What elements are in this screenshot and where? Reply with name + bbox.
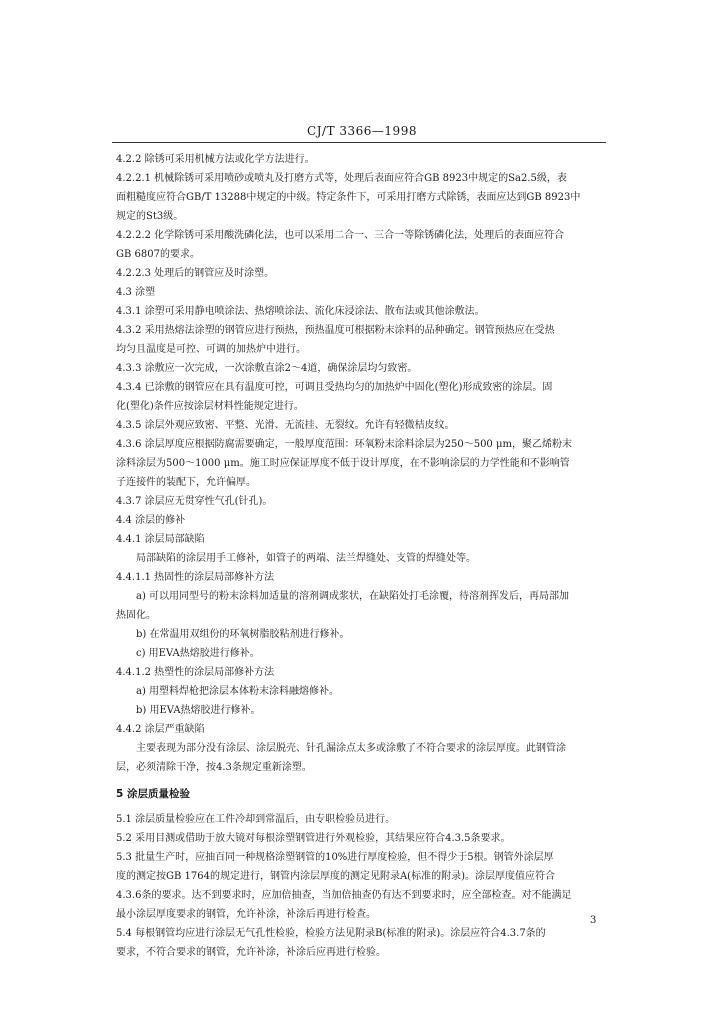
text-line: 4.4.2 涂层严重缺陷 [116, 724, 205, 735]
text-line: 5.2 采用目测或借助于放大镜对每根涂塑钢管进行外观检验，其结果应符合4.3.5条要求。 [116, 833, 511, 844]
text-line: 4.2.2 除锈可采用机械方法或化学方法进行。 [116, 154, 315, 165]
text-line: 4.3.5 涂层外观应致密、平整、光滑、无流挂、无裂纹。允许有轻微桔皮纹。 [116, 420, 455, 431]
text-line: 5.3 批量生产时，应抽百同一种规格涂塑钢管的10%进行厚度检验，但不得少于5根。钢管外涂层厚 [116, 852, 554, 863]
text-line: 4.3.3 涂敷应一次完成，一次涂敷直涂2～4道，确保涂层均匀致密。 [116, 363, 418, 374]
text-line: 5.1 涂层质量检验应在工件冷却到常温后，由专职检验员进行。 [116, 814, 396, 825]
standard-number-header: CJ/T 3366—1998 [307, 124, 417, 138]
text-line: 涂料涂层为500～1000 μm。施工时应保证厚度不低于设计厚度，在不影响涂层的力学性能和不影响管 [116, 458, 570, 469]
text-line: 局部缺陷的涂层用手工修补，如管子的两端、法兰焊缝处、支管的焊缝处等。 [136, 553, 476, 564]
text-line: 4.3.6条的要求。达不到要求时，应加倍抽查，当加倍抽查仍有达不到要求时，应全部检查。对不能满足 [116, 890, 572, 901]
text-line: 4.3.4 已涂敷的钢管应在具有温度可控，可调且受热均匀的加热炉中固化(塑化)形成致密的涂层。固 [116, 382, 553, 393]
text-line: 5.4 每根钢管均应进行涂层无气孔性检验，检验方法见附录B(标准的附录)。涂层应符合4.3.7条的 [116, 928, 546, 939]
text-line: 均匀且温度是可控、可调的加热炉中进行。 [116, 344, 306, 355]
text-line: 层，必须清除干净，按4.3条规定重新涂塑。 [116, 762, 312, 773]
text-line: 4.2.2.3 处理后的钢管应及时涂塑。 [116, 268, 275, 279]
section-heading: 5 涂层质量检验 [116, 788, 190, 800]
text-line: 4.4 涂层的修补 [116, 515, 186, 526]
text-line: 4.3.6 涂层厚度应根据防腐需要确定，一般厚度范围：环氧粉末涂料涂层为250～500 μm，聚乙烯粉末 [116, 439, 572, 450]
text-line: 4.3.1 涂塑可采用静电喷涂法、热熔喷涂法、流化床浸涂法、散布法或其他涂敷法。 [116, 306, 485, 317]
text-line: 4.2.2.1 机械除锈可采用喷砂或喷丸及打磨方式等，处理后表面应符合GB 8923中规定的Sa2.5级，表 [116, 173, 567, 184]
text-line: b) 在常温用双组份的环氧树脂胶粘剂进行修补。 [136, 629, 350, 640]
text-line: 度的测定按GB 1764的规定进行，钢管内涂层厚度的测定见附录A(标准的附录)。涂层厚度值应符合 [116, 871, 555, 882]
text-line: 化(塑化)条件应按涂层材料性能规定进行。 [116, 401, 304, 412]
text-line: 面粗糙度应符合GB/T 13288中规定的中级。特定条件下，可采用打磨方式除锈，表面应达到GB 8923中 [116, 192, 581, 203]
text-line: 4.4.1.1 热固性的涂层局部修补方法 [116, 572, 275, 583]
text-line: 4.3.7 涂层应无贯穿性气孔(针孔)。 [116, 496, 273, 507]
text-line: 4.3 涂塑 [116, 287, 156, 298]
text-line: 规定的St3级。 [116, 211, 184, 222]
text-line: 4.2.2.2 化学除锈可采用酸洗磷化法，也可以采用二合一、三合一等除锈磷化法，处理后的表面应符合 [116, 230, 565, 241]
text-line: 子连接件的装配下，允许偏厚。 [116, 477, 256, 488]
text-line: 热固化。 [116, 610, 156, 621]
page-number: 3 [590, 915, 597, 926]
text-line: GB 6807的要求。 [116, 249, 200, 260]
header-rule [112, 142, 606, 143]
document-body [116, 150, 600, 962]
text-line: c) 用EVA热熔胶进行修补。 [136, 648, 260, 659]
text-line: a) 可以用同型号的粉末涂料加适量的溶剂调成浆状，在缺陷处打毛涂覆，待溶剂挥发后，再局部加 [136, 591, 570, 602]
text-line: 最小涂层厚度要求的钢管，允许补涂，补涂后再进行检查。 [116, 909, 376, 920]
text-line: 4.4.1.2 热塑性的涂层局部修补方法 [116, 667, 275, 678]
text-line: 主要表现为部分没有涂层、涂层脱壳、针孔漏涂点太多或涂敷了不符合要求的涂层厚度。此钢管涂 [136, 743, 566, 754]
text-line: b) 用EVA热熔胶进行修补。 [136, 705, 261, 716]
text-line: a) 用塑料焊枪把涂层本体粉末涂料融熔修补。 [136, 686, 340, 697]
text-line: 4.4.1 涂层局部缺陷 [116, 534, 205, 545]
text-line: 要求，不符合要求的钢管，允许补涂，补涂后应再进行检验。 [116, 947, 386, 958]
text-line: 4.3.2 采用热熔法涂塑的钢管应进行预热，预热温度可根据粉末涂料的品种确定。钢管预热应在受热 [116, 325, 555, 336]
